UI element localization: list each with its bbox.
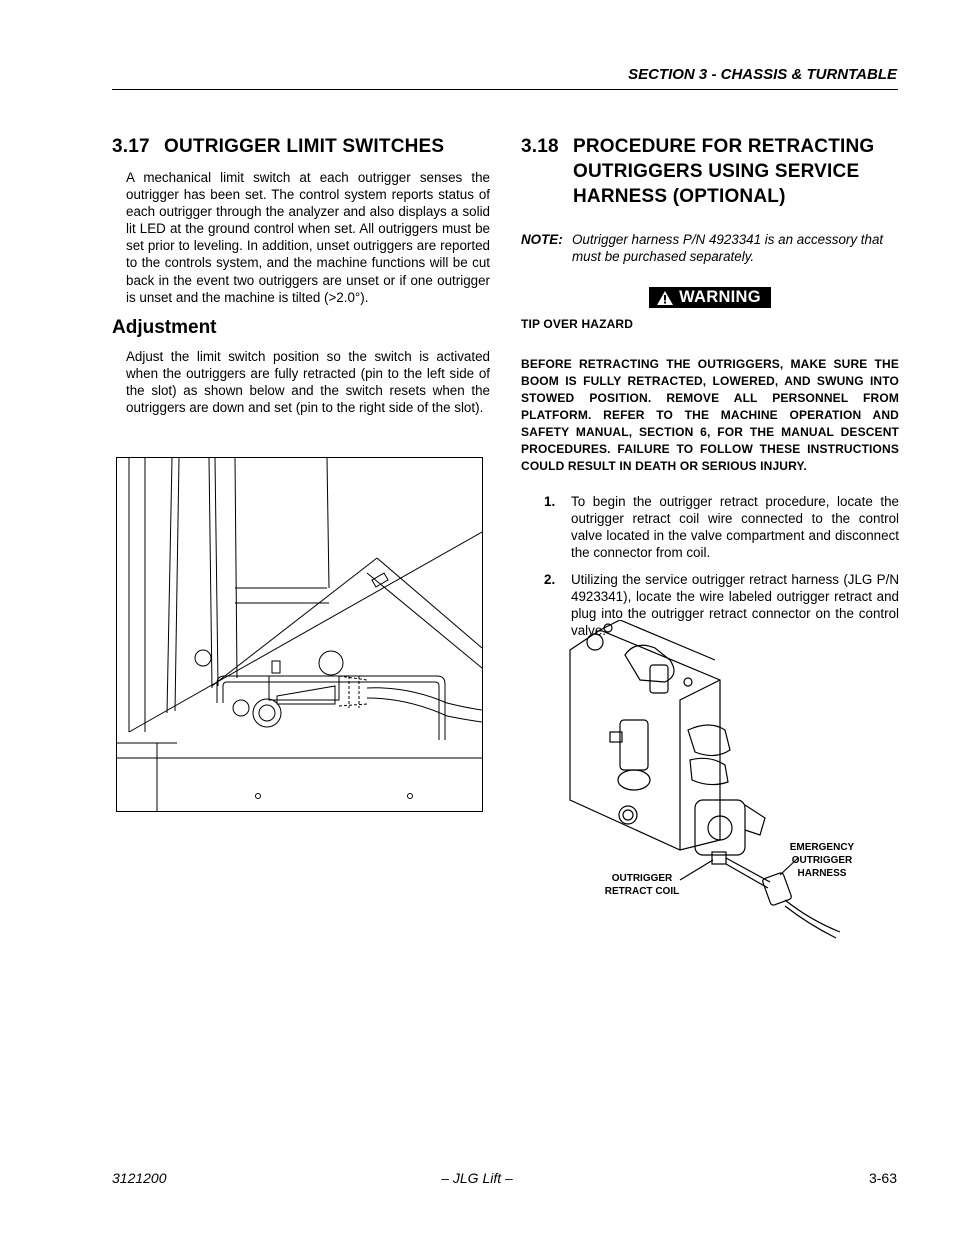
section-title: OUTRIGGER LIMIT SWITCHES (164, 136, 445, 157)
section-number: 3.18 (521, 136, 559, 157)
warning-banner (521, 287, 899, 310)
adjustment-paragraph: Adjust the limit switch position so the switch is activated when the outriggers are fully retracted (pin to the left side of the slot) as shown below and the switch resets when the outriggers are down and set (pin to the right side of the slot). (126, 348, 490, 416)
control-valve-figure (540, 620, 880, 940)
step-text: To begin the outrigger retract procedure, locate the outrigger retract coil wire connected to the control valve located in the valve compartment and disconnect the connector from coil. (571, 493, 899, 560)
note-text: Outrigger harness P/N 4923341 is an accessory that must be purchased separately. (572, 232, 884, 264)
list-item (544, 493, 899, 561)
hazard-text: BEFORE RETRACTING THE OUTRIGGERS, MAKE SURE THE BOOM IS FULLY RETRACTED, LOWERED, AND SWUNG INTO STOWED POSITION. REMOVE ALL PERSONNEL FROM PLATFORM. REFER TO THE MACHINE OPERATION AND SAFETY MANUAL, SECTION 6, FOR THE MANUAL DESCENT PROCEDURES. FAILURE TO FOLLOW THESE INSTRUCTIONS COULD RESULT IN DEATH OR SERIOUS INJURY. (521, 356, 899, 473)
section-heading-3-18 (521, 134, 899, 209)
hazard-title: TIP OVER HAZARD (521, 316, 634, 331)
outrigger-retract-coil-label: OUTRIGGER RETRACT COIL (604, 873, 680, 897)
step-number: 2. (544, 571, 556, 587)
step-text: Utilizing the service outrigger retract harness (JLG P/N 4923341), locate the wire labeled outrigger retract and plug into the outrigger retract connector on the control valve. (571, 571, 899, 638)
emergency-outrigger-harness-label: EMERGENCY OUTRIGGER HARNESS (789, 842, 855, 879)
adjustment-heading: Adjustment (112, 316, 217, 338)
section-heading-3-17 (112, 134, 490, 159)
section-number: 3.17 (112, 136, 150, 157)
footer-page-number: 3-63 (868, 1170, 897, 1186)
left-column (112, 134, 490, 416)
header-rule (112, 89, 898, 90)
note (521, 231, 899, 265)
section-header: SECTION 3 - CHASSIS & TURNTABLE (628, 66, 897, 83)
warning-label: WARNING (679, 288, 761, 306)
warning-box (649, 287, 771, 308)
right-column (521, 134, 899, 649)
warning-triangle-icon (657, 291, 673, 305)
step-number: 1. (544, 493, 556, 509)
section-title: PROCEDURE FOR RETRACTING OUTRIGGERS USING SERVICE HARNESS (OPTIONAL) (573, 136, 875, 207)
limit-switch-paragraph: A mechanical limit switch at each outrigger senses the outrigger has been set. The control system reports status of each outrigger through the analyzer and also displays a solid lit LED at the ground control when set. All outriggers must be set prior to leveling. In addition, unset outriggers are reported to the controls system, and the machine functions will be cut back in the event two outriggers are unset or if one outrigger is unset and the machine is tilted (>2.0°). (126, 170, 490, 305)
note-label: NOTE: (521, 232, 563, 247)
footer-doc-number: 3121200 (112, 1170, 167, 1186)
footer-brand: – JLG Lift – (441, 1170, 513, 1186)
procedure-steps (544, 493, 899, 639)
limit-switch-figure (116, 457, 483, 812)
